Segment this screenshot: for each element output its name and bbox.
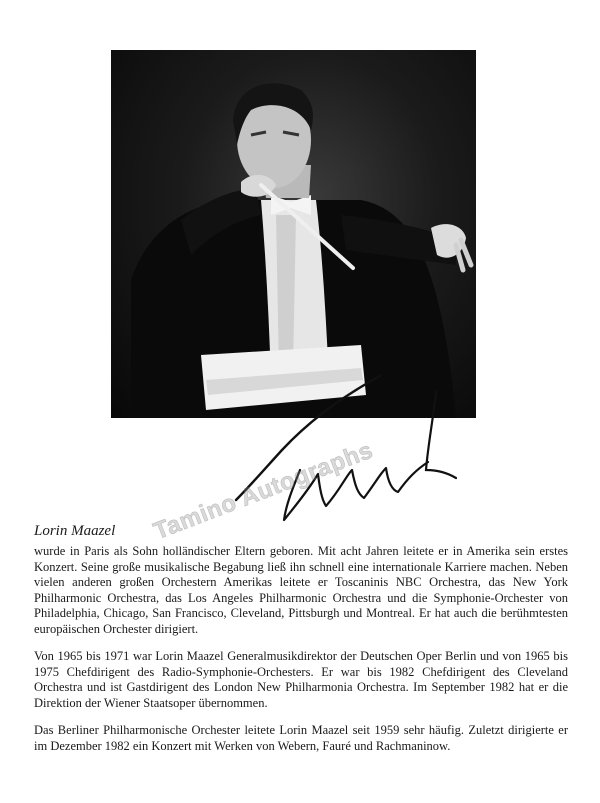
watermark: Tamino Autographs	[150, 436, 377, 546]
conductor-illustration	[111, 50, 476, 418]
bio-paragraph: wurde in Paris als Sohn holländischer Eltern geboren. Mit acht Jahren leitete er in Amerika sein erstes Konzert. Seine große musikalische Begabung ließ ihn schnell eine internationale Karriere machen. Neben vielen anderen großen Orchestern Amerikas leitete er Toscaninis NBC Orchestra, das New York Philharmonic Orchestra, das Los Angeles Philharmonic Orchestra und die Symphonie-Orchester von Philadelphia, Chicago, San Francisco, Cleveland, Pittsburgh und Montreal. Er hat auch die berühmtesten europäischen Orchester dirigiert.	[34, 544, 568, 636]
bio-paragraph: Von 1965 bis 1971 war Lorin Maazel Generalmusikdirektor der Deutschen Oper Berlin und von 1965 bis 1975 Chefdirigent des Radio-Symphonie-Orchesters. Er war bis 1982 Chefdirigent des Cleveland Orchestra und ist Gastdirigent des London New Philharmonia Orchestra. Im September 1982 hat er die Direktion der Wiener Staatsoper übernommen.	[34, 649, 568, 710]
bio-paragraph: Das Berliner Philharmonische Orchester leitete Lorin Maazel seit 1959 sehr häufig. Zuletzt dirigierte er im Dezember 1982 ein Konzert mit Werken von Webern, Fauré und Rachmaninow.	[34, 723, 568, 753]
biography-text	[34, 544, 568, 766]
bio-name: Lorin Maazel	[34, 523, 116, 539]
conductor-photo	[111, 50, 476, 418]
